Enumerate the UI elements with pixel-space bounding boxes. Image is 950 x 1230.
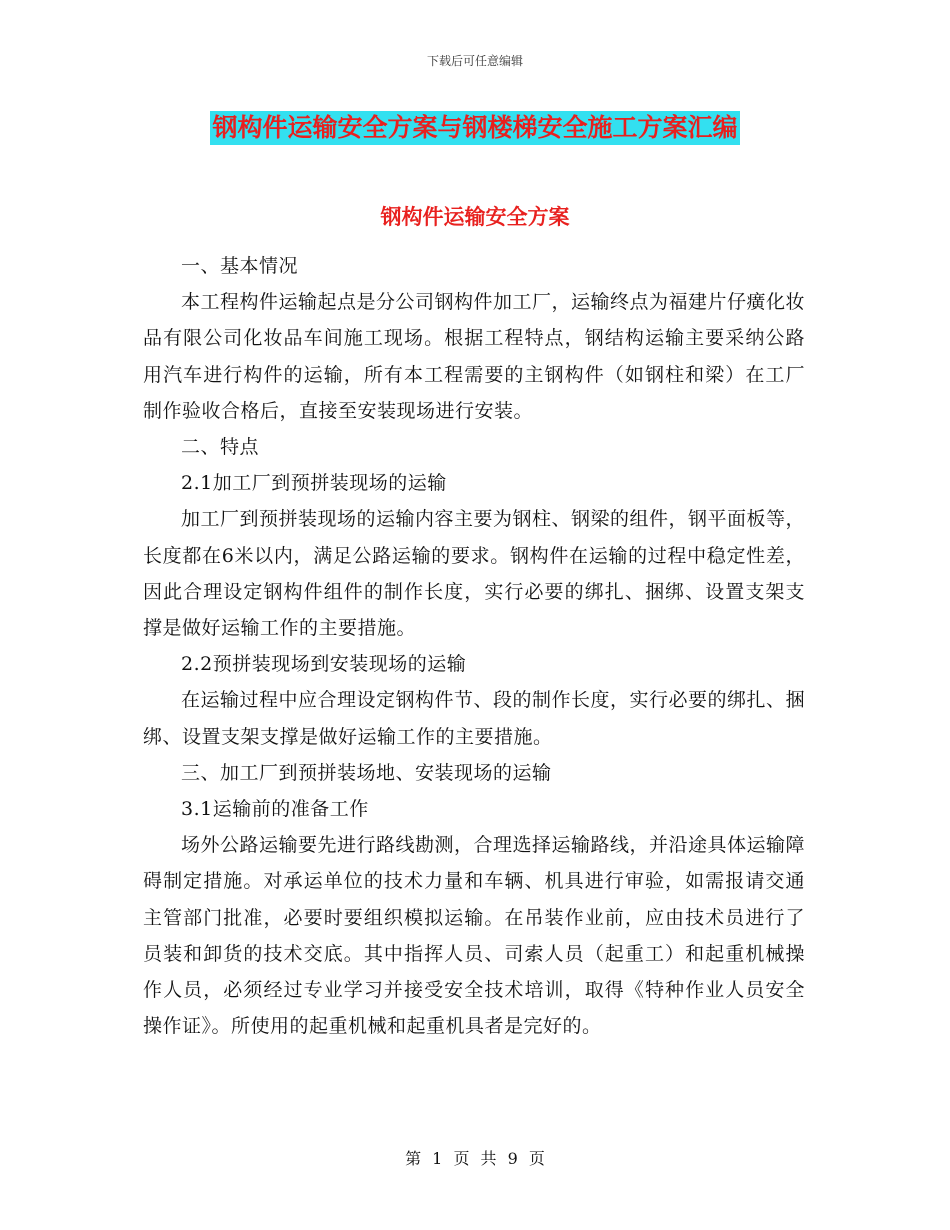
paragraph-3-1: 场外公路运输要先进行路线勘测，合理选择运输路线，并沿途具体运输障碍制定措施。对承运单位的技术力量和车辆、机具进行审验，如需报请交通主管部门批准，必要时要组织模拟运输。在吊装作业前，应由技术员进行了员装和卸货的技术交底。其中指挥人员、司索人员（起重工）和起重机械操作人员，必须经过专业学习并接受安全技术培训，取得《特种作业人员安全操作证》。所使用的起重机械和起重机具者是完好的。 (143, 834, 806, 1038)
heading-2-1: 2.1加工厂到预拼装现场的运输 (181, 472, 447, 495)
paragraph-2-1: 加工厂到预拼装现场的运输内容主要为钢柱、钢梁的组件，钢平面板等，长度都在6米以内，满足公路运输的要求。钢构件在运输的过程中稳定性差，因此合理设定钢构件组件的制作长度，实行必要的绑扎、捆绑、设置支架支撑是做好运输工作的主要措施。 (143, 508, 806, 640)
title-container (0, 111, 950, 145)
section-title: 钢构件运输安全方案 (380, 205, 570, 229)
document-body (143, 248, 805, 1044)
page-number: 第 1 页 共 9 页 (405, 1149, 545, 1168)
heading-basic-info: 一、基本情况 (181, 255, 299, 277)
paragraph-basic-info: 本工程构件运输起点是分公司钢构件加工厂，运输终点为福建片仔癀化妆品有限公司化妆品车间施工现场。根据工程特点，钢结构运输主要采纳公路用汽车进行构件的运输，所有本工程需要的主钢构件（如钢柱和梁）在工厂制作验收合格后，直接至安装现场进行安装。 (143, 291, 806, 422)
header-note: 下载后可任意编辑 (426, 54, 523, 68)
document-title: 钢构件运输安全方案与钢楼梯安全施工方案汇编 (210, 111, 739, 145)
heading-3-1: 3.1运输前的准备工作 (181, 798, 369, 821)
paragraph-2-2: 在运输过程中应合理设定钢构件节、段的制作长度，实行必要的绑扎、捆绑、设置支架支撑是做好运输工作的主要措施。 (143, 689, 806, 748)
heading-2-2: 2.2预拼装现场到安装现场的运输 (181, 653, 467, 676)
heading-features: 二、特点 (181, 436, 260, 459)
heading-section-3: 三、加工厂到预拼装场地、安装现场的运输 (181, 761, 552, 784)
